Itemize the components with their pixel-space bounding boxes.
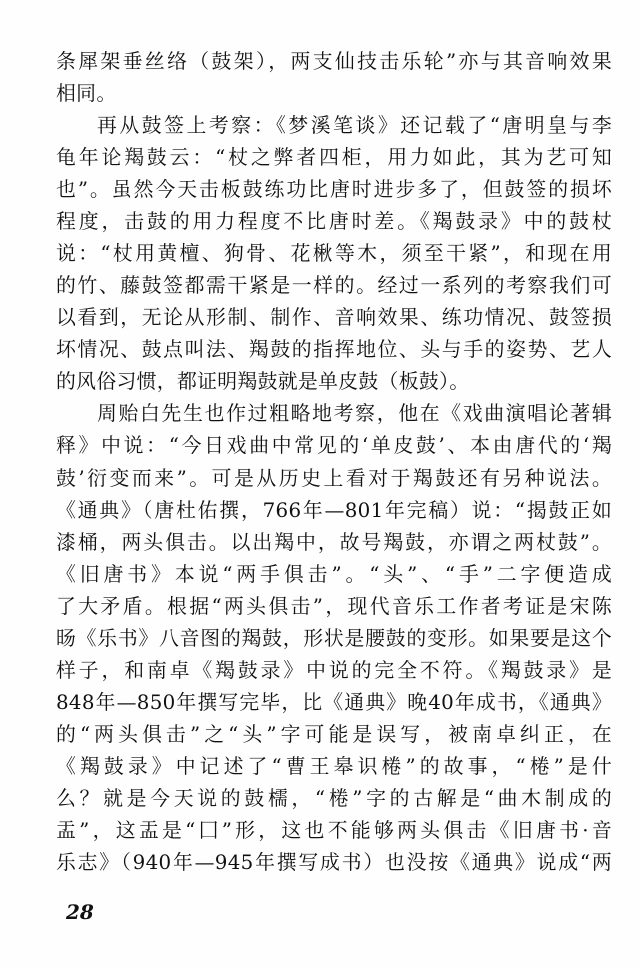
text-line: 乐志》（940年—945年撰写成书）也没按《通典》说成“两 [56, 850, 612, 874]
paragraph-start-line: 周贻白先生也作过粗略地考察，他在《戏曲演唱论著辑 [97, 402, 612, 426]
text-line: 《旧唐书》本说“两手俱击”。“头”、“手”二字便造成 [56, 562, 612, 586]
text-line: 样子，和南卓《羯鼓录》中说的完全不符。《羯鼓录》是 [56, 658, 612, 682]
page-number: 28 [66, 900, 94, 924]
text-line: 的竹、藤鼓签都需干紧是一样的。经过一系列的考察我们可 [56, 274, 612, 298]
text-line: 鼓’衍变而来”。可是从历史上看对于羯鼓还有另种说法。 [56, 466, 612, 490]
paragraph-start-line: 再从鼓签上考察：《梦溪笔谈》还记载了“唐明皇与李 [97, 114, 612, 138]
text-line: 坏情况、鼓点叫法、羯鼓的指挥地位、头与手的姿势、艺人 [56, 338, 612, 362]
text-line: 848年—850年撰写完毕，比《通典》晚40年成书，《通典》 [56, 690, 612, 714]
text-line: 《通典》（唐杜佑撰，766年—801年完稿）说：“揭鼓正如 [56, 498, 612, 522]
text-line: 条犀架垂丝络（鼓架），两支仙技击乐轮”亦与其音响效果 [56, 50, 612, 73]
text-line: 相同。 [56, 82, 117, 106]
text-line: 《羯鼓录》中记述了“曹王皋识棬”的故事，“棬”是什 [56, 754, 612, 778]
text-line: 的风俗习惯，都证明羯鼓就是单皮鼓（板鼓）。 [56, 370, 470, 394]
text-line: 旸《乐书》八音图的羯鼓，形状是腰鼓的变形。如果要是这个 [56, 626, 612, 650]
text-line: 程度，击鼓的用力程度不比唐时差。《羯鼓录》中的鼓杖 [56, 210, 612, 234]
text-line: 释》中说：“今日戏曲中常见的‘单皮鼓’、本由唐代的‘羯 [56, 434, 612, 458]
text-line: 龟年论羯鼓云：“杖之弊者四柜，用力如此，其为艺可知 [56, 146, 612, 170]
text-line: 也”。虽然今天击板鼓练功比唐时进步多了，但鼓签的损坏 [56, 178, 612, 202]
text-line: 的“两头俱击”之“头”字可能是误写，被南卓纠正，在 [56, 722, 612, 746]
text-line: 说：“杖用黄檀、狗骨、花楸等木，须至干紧”，和现在用 [56, 242, 612, 266]
text-line: 了大矛盾。根据“两头俱击”，现代音乐工作者考证是宋陈 [56, 594, 612, 618]
text-line: 么？就是今天说的鼓檽，“棬”字的古解是“曲木制成的 [56, 786, 612, 810]
text-line: 盂”，这盂是“囗”形，这也不能够两头俱击《旧唐书·音 [56, 818, 612, 842]
text-line: 漆桶，两头俱击。以出羯中，故号羯鼓，亦谓之两杖鼓”。 [56, 530, 612, 554]
text-line: 以看到，无论从形制、制作、音响效果、练功情况、鼓签损 [56, 306, 612, 330]
